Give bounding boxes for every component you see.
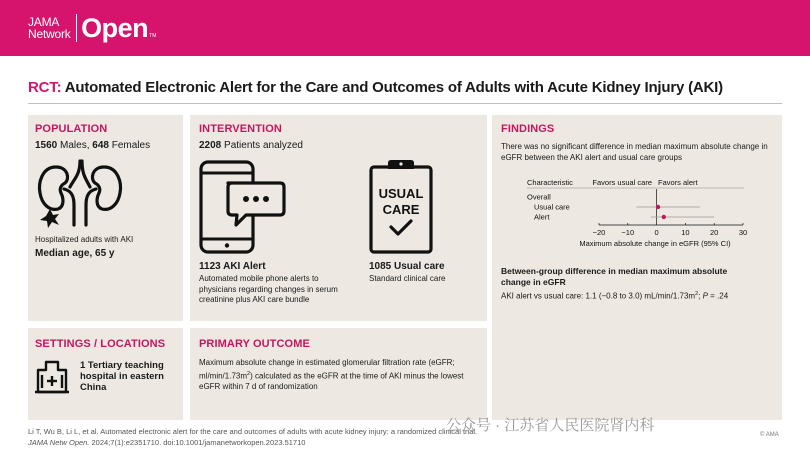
phone-message-icon: [198, 159, 288, 255]
jama-network-open-logo[interactable]: [28, 14, 156, 42]
aki-alert-title: 1123 AKI Alert: [199, 261, 266, 272]
usual-care-icon-text-2: CARE: [382, 202, 420, 217]
between-group-heading: Between-group difference in median maximum absolute change in eGFR: [501, 266, 728, 287]
wechat-watermark: 公众号 · 江苏省人民医院肾内科: [446, 417, 655, 434]
logo-open: Open: [81, 13, 149, 43]
forest-point: [656, 205, 660, 209]
citation-line-1: Li T, Wu B, Li L, et al. Automated electronic alert for the care and outcomes of adults with acute kidney injury: a randomized clinical trial.: [28, 427, 478, 436]
citation-line-2: JAMA Netw Open. 2024;7(1):e2351710. doi:10.1001/jamanetworkopen.2023.51710: [28, 438, 306, 447]
clipboard-check-icon: [368, 157, 434, 255]
forest-row-label: Usual care: [534, 202, 570, 212]
title-divider: [28, 103, 782, 104]
favors-alert-label: Favors alert: [658, 178, 698, 187]
population-heading: POPULATION: [35, 123, 108, 135]
intervention-heading: INTERVENTION: [199, 123, 282, 135]
population-panel: [28, 115, 183, 321]
intervention-panel: [190, 115, 487, 321]
population-description: Hospitalized adults with AKI: [35, 235, 134, 244]
forest-tick-label: −20: [592, 228, 606, 237]
forest-tick-label: 20: [710, 228, 719, 237]
forest-row-label: Alert: [534, 212, 550, 222]
primary-outcome-panel: [190, 328, 487, 420]
aki-alert-description: Automated mobile phone alerts to physicians regarding changes in serum creatinine plus AKI care bundle: [199, 274, 338, 304]
settings-panel: [28, 328, 183, 420]
findings-heading: FINDINGS: [501, 123, 555, 135]
hospital-icon: [34, 358, 70, 394]
findings-summary: There was no significant difference in median maximum absolute change in eGFR between the AKI alert and usual care groups: [501, 142, 768, 162]
usual-care-title: 1085 Usual care: [369, 261, 445, 272]
settings-text: 1 Tertiary teaching hospital in eastern China: [80, 360, 164, 393]
logo-jama: JAMA: [28, 15, 60, 29]
forest-tick-label: 30: [738, 228, 748, 237]
logo-network: Network: [28, 27, 71, 41]
median-age: Median age, 65 y: [35, 248, 115, 259]
favors-usual-care-label: Favors usual care: [592, 178, 652, 187]
title-text: Automated Electronic Alert for the Care and Outcomes of Adults with Acute Kidney Injury (AKI): [61, 79, 723, 96]
forest-plot: [492, 173, 782, 253]
forest-x-axis-label: Maximum absolute change in eGFR (95% CI): [579, 239, 731, 248]
page-title: [28, 79, 723, 96]
patients-analyzed: 2208 Patients analyzed: [199, 140, 303, 151]
forest-row-label: Overall: [527, 192, 551, 202]
logo-separator: [76, 14, 78, 42]
citation: [28, 426, 477, 448]
primary-outcome-text: Maximum absolute change in estimated glomerular filtration rate (eGFR; $ml/\min/1.73m^2$) calculated as the eGFR at the time of AKI minus the lowest eGFR within 7 d of randomization: [199, 358, 464, 391]
header-banner: [0, 0, 810, 56]
between-group-result: AKI alert vs usual care: 1.1 (−0.8 to 3.0) $mL/\min/1.73m^2$; P = .24: [501, 291, 729, 301]
title-prefix: RCT:: [28, 79, 62, 96]
ama-copyright: © AMA: [760, 432, 779, 438]
forest-column-header: Characteristic: [527, 178, 573, 187]
forest-tick-label: −10: [621, 228, 635, 237]
primary-outcome-heading: PRIMARY OUTCOME: [199, 338, 310, 350]
settings-heading: SETTINGS / LOCATIONS: [35, 338, 166, 350]
forest-tick-label: 0: [654, 228, 659, 237]
population-counts: 1560 Males, 648 Females: [35, 140, 151, 151]
usual-care-description: Standard clinical care: [369, 274, 446, 283]
findings-panel: [492, 115, 782, 420]
forest-tick-label: 10: [681, 228, 690, 237]
logo-trademark: TM: [149, 33, 157, 39]
usual-care-icon-text-1: USUAL: [378, 186, 424, 201]
kidneys-icon: [34, 159, 134, 231]
forest-point: [662, 215, 666, 219]
